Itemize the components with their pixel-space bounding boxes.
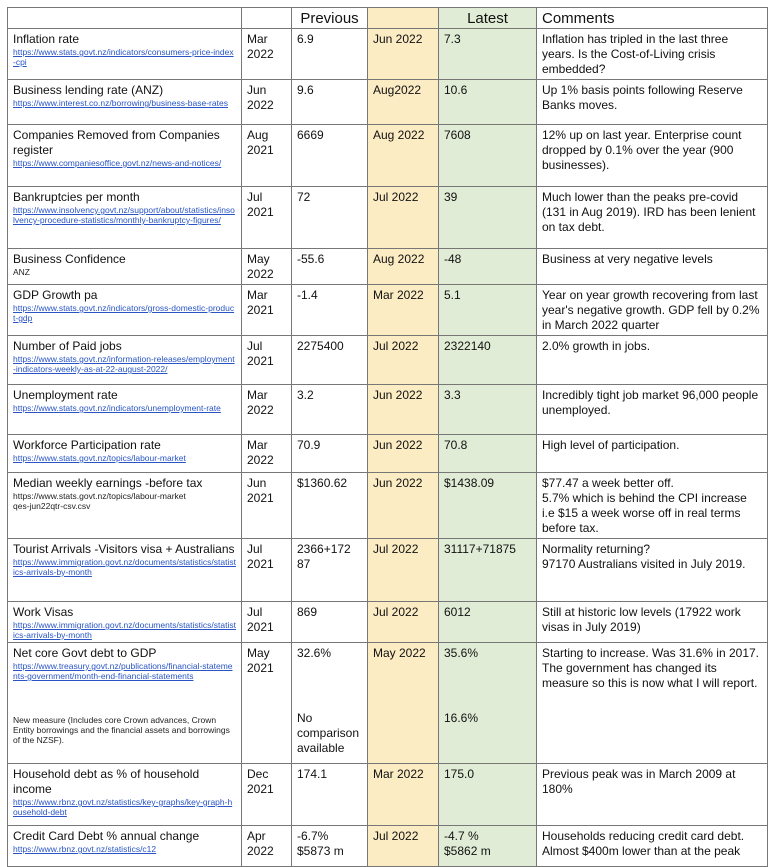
prev-value: 6669 xyxy=(292,125,368,187)
prev-date: May 2021 xyxy=(242,643,292,764)
header-previous: Previous xyxy=(292,8,368,29)
source-link[interactable]: https://www.interest.co.nz/borrowing/business-base-rates xyxy=(13,98,228,108)
prev-date: Aug 2021 xyxy=(242,125,292,187)
comment: Previous peak was in March 2009 at 180% xyxy=(537,764,768,826)
comment-extra: 97170 Australians visited in July 2019. xyxy=(542,557,746,571)
source-link[interactable]: https://www.rbnz.govt.nz/statistics/key-graphs/key-graph-household-debt xyxy=(13,797,233,817)
source-link[interactable]: https://www.treasury.govt.nz/publications/financial-statements-government/month-end-financial-statements xyxy=(13,661,233,681)
header-latest: Latest xyxy=(439,8,537,29)
indicator-name: Net core Govt debt to GDP xyxy=(13,646,157,660)
prev-date: Jun 2021 xyxy=(242,473,292,539)
latest-date: Jul 2022 xyxy=(368,187,439,249)
comment: Normality returning? xyxy=(542,542,651,556)
latest-date: Mar 2022 xyxy=(368,285,439,336)
economic-indicators-table xyxy=(7,7,768,867)
indicator-cell xyxy=(8,187,242,249)
latest-value: $1438.09 xyxy=(439,473,537,539)
source-link[interactable]: https://www.immigration.govt.nz/documents/statistics/statistics-arrivals-by-month xyxy=(13,620,236,640)
indicator-name: Inflation rate xyxy=(13,32,80,46)
latest-date: Jul 2022 xyxy=(368,336,439,385)
source-label: https://www.stats.govt.nz/topics/labour-market xyxy=(13,491,186,501)
indicator-name: Work Visas xyxy=(13,605,74,619)
latest-date: Jul 2022 xyxy=(368,539,439,602)
indicator-cell xyxy=(8,285,242,336)
comment: Inflation has tripled in the last three years. Is the Cost-of-Living crisis embedded? xyxy=(537,29,768,80)
latest-value-extra: 16.6% xyxy=(444,711,479,725)
comment: Still at historic low levels (17922 work visas in July 2019) xyxy=(537,602,768,643)
prev-value-extra: No comparison available xyxy=(297,711,360,755)
table-row xyxy=(8,473,768,539)
latest-date: Aug 2022 xyxy=(368,125,439,187)
prev-date: Apr 2022 xyxy=(242,826,292,867)
latest-value: 35.6% xyxy=(444,646,479,660)
table-row xyxy=(8,385,768,435)
indicator-name: GDP Growth pa xyxy=(13,288,98,302)
header-prev-date xyxy=(242,8,292,29)
indicator-cell xyxy=(8,336,242,385)
latest-date: Jun 2022 xyxy=(368,473,439,539)
latest-value: 5.1 xyxy=(439,285,537,336)
prev-value-cell xyxy=(292,826,368,867)
comment: Year on year growth recovering from last year's negative growth. GDP fell by 0.2% in March 2022 quarter xyxy=(537,285,768,336)
comment: Much lower than the peaks pre-covid (131 in Aug 2019). IRD has been lenient on tax debt. xyxy=(537,187,768,249)
source-link[interactable]: https://www.rbnz.govt.nz/statistics/c12 xyxy=(13,844,157,854)
latest-value: 70.8 xyxy=(439,435,537,473)
prev-value: $1360.62 xyxy=(292,473,368,539)
latest-value: 39 xyxy=(439,187,537,249)
table-row xyxy=(8,539,768,602)
prev-value: 3.2 xyxy=(292,385,368,435)
prev-date: Mar 2021 xyxy=(242,285,292,336)
latest-value-extra: $5862 m xyxy=(444,844,491,858)
table-row xyxy=(8,285,768,336)
latest-value-cell xyxy=(439,826,537,867)
indicator-cell xyxy=(8,249,242,285)
latest-date: May 2022 xyxy=(368,643,439,764)
table-row xyxy=(8,249,768,285)
latest-value: 7608 xyxy=(439,125,537,187)
source-link[interactable]: https://www.stats.govt.nz/indicators/consumers-price-index-cpi xyxy=(13,47,234,67)
comment-cell xyxy=(537,539,768,602)
prev-date: Dec 2021 xyxy=(242,764,292,826)
comment: 2.0% growth in jobs. xyxy=(537,336,768,385)
prev-value: 869 xyxy=(292,602,368,643)
prev-value-extra: $5873 m xyxy=(297,844,344,858)
latest-value: 175.0 xyxy=(439,764,537,826)
indicator-cell xyxy=(8,602,242,643)
indicator-cell xyxy=(8,435,242,473)
measure-note: New measure (Includes core Crown advances, Crown Entity borrowings and the financial assets and borrowings of the NZSF). xyxy=(13,715,230,745)
table-row xyxy=(8,435,768,473)
prev-date: May 2022 xyxy=(242,249,292,285)
table-row xyxy=(8,643,768,764)
latest-value: 10.6 xyxy=(439,80,537,125)
prev-value: 70.9 xyxy=(292,435,368,473)
latest-value: 3.3 xyxy=(439,385,537,435)
latest-date: Mar 2022 xyxy=(368,764,439,826)
table-row xyxy=(8,187,768,249)
comment: Households reducing credit card debt. Almost $400m lower than at the peak xyxy=(537,826,768,867)
latest-value: 31117+71875 xyxy=(439,539,537,602)
indicator-cell xyxy=(8,643,242,764)
prev-date: Mar 2022 xyxy=(242,385,292,435)
header-row xyxy=(8,8,768,29)
prev-value: 2366+172 87 xyxy=(292,539,368,602)
prev-date: Jul 2021 xyxy=(242,336,292,385)
source-link[interactable]: https://www.insolvency.govt.nz/support/about/statistics/insolvency-procedure-statistics/monthly-bankruptcy-figures/ xyxy=(13,205,235,225)
prev-value: 72 xyxy=(292,187,368,249)
table-row xyxy=(8,336,768,385)
source-link[interactable]: https://www.stats.govt.nz/information-releases/employment-indicators-weekly-as-at-22-august-2022/ xyxy=(13,354,235,374)
indicator-name: Median weekly earnings -before tax xyxy=(13,476,203,490)
comment: Up 1% basis points following Reserve Banks moves. xyxy=(537,80,768,125)
indicator-name: Workforce Participation rate xyxy=(13,438,161,452)
table-row xyxy=(8,80,768,125)
prev-value-cell xyxy=(292,643,368,764)
indicator-name: Number of Paid jobs xyxy=(13,339,122,353)
comment-extra: The government has changed its measure so this is now what I will report. xyxy=(542,661,758,690)
source-label: ANZ xyxy=(13,267,30,277)
table-row xyxy=(8,826,768,867)
indicator-name: Unemployment rate xyxy=(13,388,118,402)
indicator-cell xyxy=(8,29,242,80)
indicator-cell xyxy=(8,80,242,125)
prev-value: -6.7% xyxy=(297,829,329,843)
source-link[interactable]: https://www.immigration.govt.nz/documents/statistics/statistics-arrivals-by-month xyxy=(13,557,236,577)
table-row xyxy=(8,764,768,826)
comment: 12% up on last year. Enterprise count dropped by 0.1% over the year (900 businesses). xyxy=(537,125,768,187)
table-row xyxy=(8,29,768,80)
latest-date: Aug2022 xyxy=(368,80,439,125)
latest-value: -4.7 % xyxy=(444,829,479,843)
comment: Business at very negative levels xyxy=(537,249,768,285)
prev-value: 32.6% xyxy=(297,646,332,660)
prev-date: Jun 2022 xyxy=(242,80,292,125)
table-row xyxy=(8,602,768,643)
header-latest-date xyxy=(368,8,439,29)
indicator-cell xyxy=(8,764,242,826)
comment-cell xyxy=(537,473,768,539)
comment: Incredibly tight job market 96,000 people unemployed. xyxy=(537,385,768,435)
comment: $77.47 a week better off. xyxy=(542,476,674,490)
comment-cell xyxy=(537,643,768,764)
indicator-cell xyxy=(8,473,242,539)
comment: High level of participation. xyxy=(537,435,768,473)
latest-value: 7.3 xyxy=(439,29,537,80)
comment: Starting to increase. Was 31.6% in 2017. xyxy=(542,646,760,660)
prev-date: Jul 2021 xyxy=(242,602,292,643)
prev-value: -1.4 xyxy=(292,285,368,336)
comment-extra: 5.7% which is behind the CPI increase i.e $15 a week worse off in real terms before tax. xyxy=(542,491,747,535)
indicator-cell xyxy=(8,539,242,602)
indicator-name: Bankruptcies per month xyxy=(13,190,140,204)
latest-value: 6012 xyxy=(439,602,537,643)
prev-date: Jul 2021 xyxy=(242,539,292,602)
indicator-name: Business lending rate (ANZ) xyxy=(13,83,164,97)
prev-value: 174.1 xyxy=(292,764,368,826)
latest-date: Aug 2022 xyxy=(368,249,439,285)
header-comments: Comments xyxy=(537,8,768,29)
header-indicator xyxy=(8,8,242,29)
latest-date: Jun 2022 xyxy=(368,435,439,473)
prev-value: 2275400 xyxy=(292,336,368,385)
latest-value: 2322140 xyxy=(439,336,537,385)
indicator-cell xyxy=(8,826,242,867)
source-link[interactable]: https://www.stats.govt.nz/indicators/unemployment-rate xyxy=(13,403,221,413)
source-file: qes-jun22qtr-csv.csv xyxy=(13,501,91,511)
table-row xyxy=(8,125,768,187)
source-link[interactable]: https://www.companiesoffice.govt.nz/news-and-notices/ xyxy=(13,158,222,168)
indicator-name: Business Confidence xyxy=(13,252,126,266)
latest-value: -48 xyxy=(439,249,537,285)
prev-value: -55.6 xyxy=(292,249,368,285)
indicator-cell xyxy=(8,385,242,435)
indicator-cell xyxy=(8,125,242,187)
prev-value: 6.9 xyxy=(292,29,368,80)
indicator-name: Household debt as % of household income xyxy=(13,767,200,796)
indicator-name: Credit Card Debt % annual change xyxy=(13,829,200,843)
prev-date: Mar 2022 xyxy=(242,435,292,473)
prev-value: 9.6 xyxy=(292,80,368,125)
latest-date: Jul 2022 xyxy=(368,826,439,867)
latest-date: Jul 2022 xyxy=(368,602,439,643)
latest-date: Jun 2022 xyxy=(368,29,439,80)
indicator-name: Tourist Arrivals -Visitors visa + Australians xyxy=(13,542,235,556)
prev-date: Mar 2022 xyxy=(242,29,292,80)
indicator-name: Companies Removed from Companies register xyxy=(13,128,220,157)
latest-value-cell xyxy=(439,643,537,764)
source-link[interactable]: https://www.stats.govt.nz/indicators/gross-domestic-product-gdp xyxy=(13,303,235,323)
prev-date: Jul 2021 xyxy=(242,187,292,249)
source-link[interactable]: https://www.stats.govt.nz/topics/labour-market xyxy=(13,453,186,463)
latest-date: Jun 2022 xyxy=(368,385,439,435)
